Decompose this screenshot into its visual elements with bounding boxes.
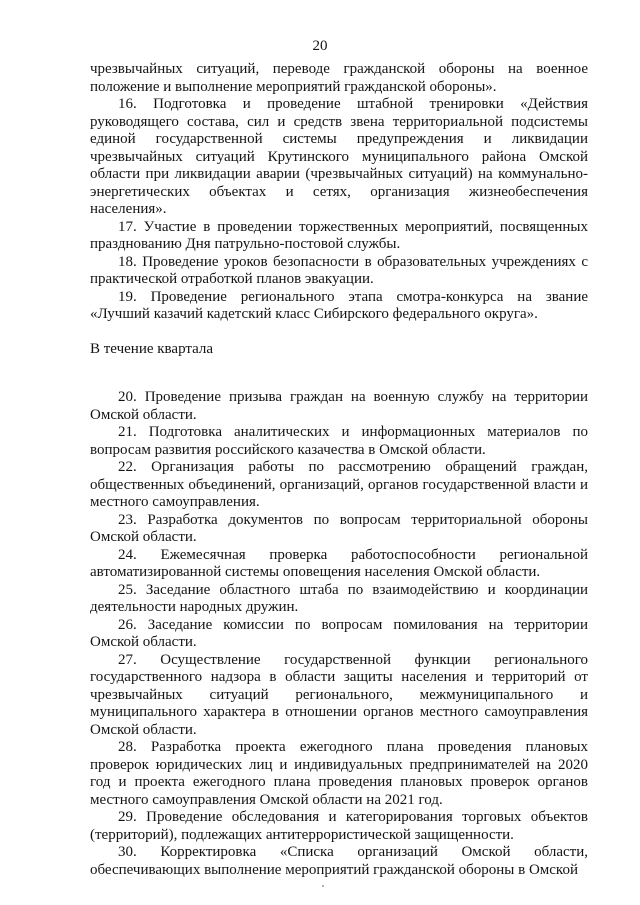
page-number: 20: [312, 38, 328, 54]
scan-speck: [322, 885, 324, 887]
paragraph-item-29: 29. Проведение обследования и категорирования торговых объектов (территорий), подлежащих антитеррористической защищенности.: [90, 809, 588, 843]
paragraph-item-19: 19. Проведение регионального этапа смотра-конкурса на звание «Лучший казачий кадетский класс Сибирского федерального округа».: [90, 288, 588, 322]
document-body: [90, 61, 588, 879]
paragraph-item-23: 23. Разработка документов по вопросам территориальной обороны Омской области.: [90, 511, 588, 545]
paragraph-item-17: 17. Участие в проведении торжественных мероприятий, посвященных празднованию Дня патрульно-постовой службы.: [90, 218, 588, 252]
paragraph-continuation: чрезвычайных ситуаций, переводе гражданской обороны на военное положение и выполнение мероприятий гражданской обороны».: [90, 61, 588, 95]
paragraph-item-30: 30. Корректировка «Списка организаций Омской области, обеспечивающих выполнение мероприятий гражданской обороны в Омской: [90, 844, 588, 878]
paragraph-item-27: 27. Осуществление государственной функции регионального государственного надзора в области защиты населения и территорий от чрезвычайных ситуаций регионального, межмуниципального и муниципального характера в отношении органов местного самоуправления Омской области.: [90, 651, 588, 738]
paragraph-item-21: 21. Подготовка аналитических и информационных материалов по вопросам развития российского казачества в Омской области.: [90, 424, 588, 458]
paragraph-item-16: 16. Подготовка и проведение штабной тренировки «Действия руководящего состава, сил и средств звена территориальной подсистемы единой государственной системы предупреждения и ликвидации чрезвычайных ситуаций Крутинского муниципального района Омской области при ликвидации аварии (чрезвычайных ситуаций) на коммунально-энергетических объектах и сетях, организация жизнеобеспечения населения».: [90, 96, 588, 217]
paragraph-item-26: 26. Заседание комиссии по вопросам помилования на территории Омской области.: [90, 616, 588, 650]
paragraph-item-22: 22. Организация работы по рассмотрению обращений граждан, общественных объединений, организаций, органов государственной власти и местного самоуправления.: [90, 459, 588, 510]
paragraph-item-18: 18. Проведение уроков безопасности в образовательных учреждениях с практической отработкой планов эвакуации.: [90, 253, 588, 287]
paragraph-item-28: 28. Разработка проекта ежегодного плана проведения плановых проверок юридических лиц и индивидуальных предпринимателей на 2020 год и проекта ежегодного плана проведения плановых проверок органов местного самоуправления Омской области на 2021 год.: [90, 739, 588, 808]
paragraph-item-24: 24. Ежемесячная проверка работоспособности региональной автоматизированной системы оповещения населения Омской области.: [90, 546, 588, 580]
section-heading: В течение квартала: [90, 340, 214, 357]
paragraph-item-20: 20. Проведение призыва граждан на военную службу на территории Омской области.: [90, 389, 588, 423]
paragraph-item-25: 25. Заседание областного штаба по взаимодействию и координации деятельности народных дружин.: [90, 581, 588, 615]
